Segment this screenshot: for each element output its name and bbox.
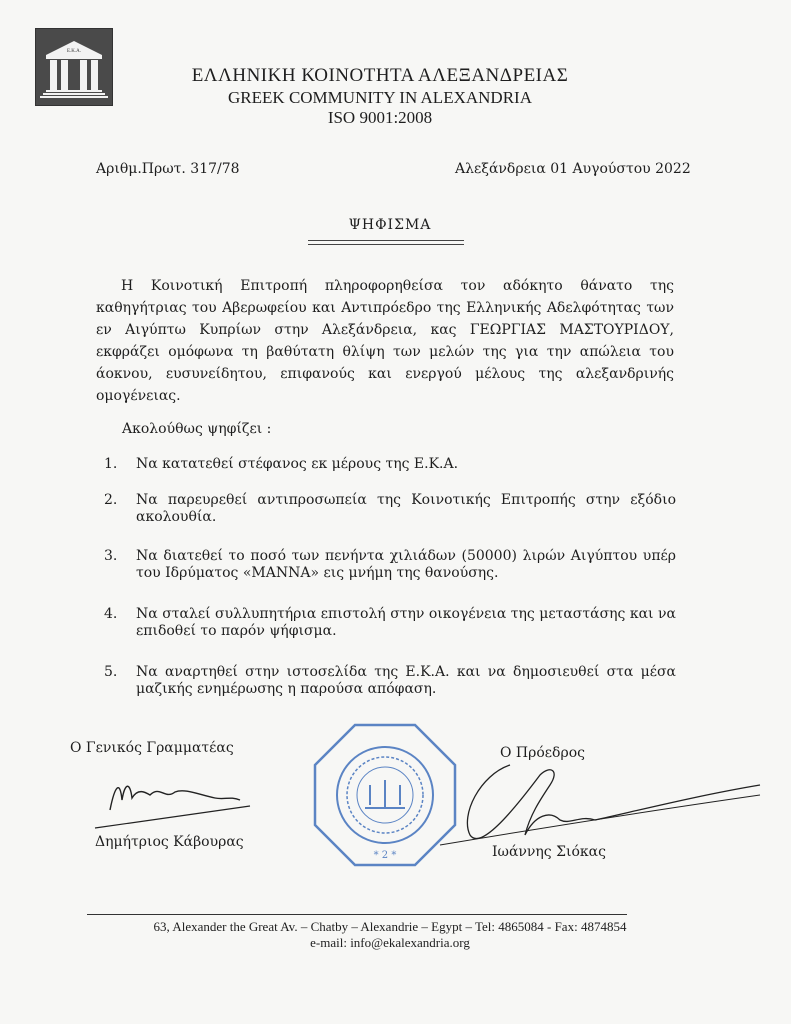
item-text: Να κατατεθεί στέφανος εκ μέρους της Ε.Κ.Α. <box>136 456 459 472</box>
item-number: 3. <box>104 548 118 564</box>
item-number: 1. <box>104 456 118 472</box>
body-paragraph: Η Κοινοτική Επιτροπή πληροφορηθείσα τον αδόκητο θάνατο της καθηγήτριας του Αβερωφείου και Αντιπρόεδρο της Ελληνικής Αδελφότητας των εν Αιγύπτω Κυπρίων στην Αλεξάνδρεια, κας ΓΕΩΡΓΙΑΣ ΜΑΣΤΟΥΡΙΔΟΥ, εκφράζει ομόφωνα τη βαθύτατη θλίψη των μελών της για την απώλεια του άοκνου, ευσυνείδητου, επιφανούς και ενεργού μέλους της αλεξανδρινής ομογένειας. <box>96 278 674 404</box>
footer-address: 63, Alexander the Great Av. – Chatby – Alexandrie – Egypt – Tel: 4865084 - Fax: 4874854 <box>153 919 627 934</box>
header-title-greek: ΕΛΛΗΝΙΚΗ ΚΟΙΝΟΤΗΤΑ ΑΛΕΞΑΝΔΡΕΙΑΣ <box>191 65 569 86</box>
item-number: 2. <box>104 492 118 508</box>
item-number: 5. <box>104 664 118 680</box>
document-date: Αλεξάνδρεια 01 Αυγούστου 2022 <box>455 161 691 177</box>
item-text: Να παρευρεθεί αντιπροσωπεία της Κοινοτικής Επιτροπής στην εξόδιο ακολουθία. <box>136 492 676 525</box>
footer-email: e-mail: info@ekalexandria.org <box>310 935 470 950</box>
secretary-signature <box>90 770 260 830</box>
footer-rule <box>87 914 627 915</box>
secretary-title: Ο Γενικός Γραμματέας <box>70 740 234 756</box>
protocol-number: Αριθμ.Πρωτ. 317/78 <box>96 161 240 177</box>
title-underline <box>308 240 464 245</box>
resolution-intro: Ακολούθως ψηφίζει : <box>122 421 272 437</box>
item-text: Να διατεθεί το ποσό των πενήντα χιλιάδων (50000) λιρών Αιγύπτου υπέρ του Ιδρύματος «MANNA» εις μνήμη της θανούσης. <box>136 548 676 581</box>
community-logo <box>35 28 113 106</box>
header-title-english: GREEK COMMUNITY IN ALEXANDRIA <box>228 88 532 107</box>
temple-icon <box>36 29 112 105</box>
president-title: Ο Πρόεδρος <box>500 745 585 761</box>
president-name: Ιωάννης Σιόκας <box>492 844 606 860</box>
header-certification: ISO 9001:2008 <box>327 108 433 127</box>
secretary-name: Δημήτριος Κάβουρας <box>95 834 244 850</box>
logo-label: Ε.Κ.Α. <box>66 49 82 54</box>
item-number: 4. <box>104 606 118 622</box>
president-signature <box>420 755 770 855</box>
document-title: ΨΗΦΙΣΜΑ <box>348 217 432 233</box>
item-text: Να σταλεί συλλυπητήρια επιστολή στην οικογένεια της μεταστάσης και να επιδοθεί το παρόν ψήφισμα. <box>136 606 676 639</box>
svg-text:* 2 *: * 2 * <box>373 850 397 861</box>
item-text: Να αναρτηθεί στην ιστοσελίδα της Ε.Κ.Α. και να δημοσιευθεί στα μέσα μαζικής ενημέρωσης η παρούσα απόφαση. <box>136 664 676 697</box>
